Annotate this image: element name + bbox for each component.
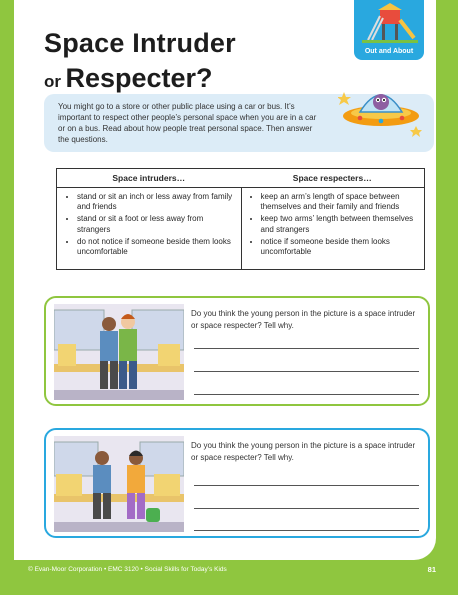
answer-line[interactable] — [194, 394, 419, 395]
list-item: • notice if someone beside them looks uncomfortable — [261, 237, 419, 257]
answer-line[interactable] — [194, 371, 419, 372]
intro-text: You might go to a store or other public place using a car or bus. It’s important to respect other people’s personal space when you are in a car or on a bus. Read about how people treat personal space. Then answer the questions. — [58, 102, 317, 144]
question-card-2 — [44, 428, 430, 538]
list-item: • keep two arms’ length between themselves and strangers — [261, 214, 419, 234]
title-respecter: Respecter? — [65, 63, 213, 93]
section-tag-label: Out and About — [364, 48, 414, 55]
question-text-1: Do you think the young person in the picture is a space intruder or space respecter? Tell why. — [191, 309, 416, 330]
respecters-list — [241, 192, 425, 257]
answer-line[interactable] — [194, 508, 419, 509]
intruders-list — [57, 192, 241, 257]
list-item: • do not notice if someone beside them looks uncomfortable — [77, 237, 235, 257]
answer-line[interactable] — [194, 348, 419, 349]
footer-credit: © Evan-Moor Corporation • EMC 3120 • Social Skills for Today’s Kids — [28, 566, 227, 573]
comparison-table — [56, 168, 425, 270]
playground-icon — [354, 2, 424, 47]
page-number: 81 — [427, 565, 436, 574]
intruders-column — [57, 169, 242, 269]
section-tag — [354, 0, 424, 60]
page-title: Space Intruder — [44, 28, 236, 58]
page-title-line2 — [44, 63, 213, 94]
list-item: • stand or sit a foot or less away from strangers — [77, 214, 235, 234]
answer-line[interactable] — [194, 485, 419, 486]
respecters-column — [241, 169, 425, 269]
list-item: • keep an arm’s length of space between themselves and their family and friends — [261, 192, 419, 212]
intruders-header: Space intruders… — [57, 169, 241, 188]
list-item: • stand or sit an inch or less away from family and friends — [77, 192, 235, 212]
question-card-1 — [44, 296, 430, 406]
bus-scene-illustration-1 — [54, 304, 184, 400]
ufo-alien-illustration — [338, 82, 424, 138]
question-text-2: Do you think the young person in the picture is a space intruder or space respecter? Tell why. — [191, 441, 416, 462]
bus-scene-illustration-2 — [54, 436, 184, 532]
answer-line[interactable] — [194, 530, 419, 531]
respecters-header: Space respecters… — [241, 169, 425, 188]
title-or: or — [44, 72, 61, 91]
